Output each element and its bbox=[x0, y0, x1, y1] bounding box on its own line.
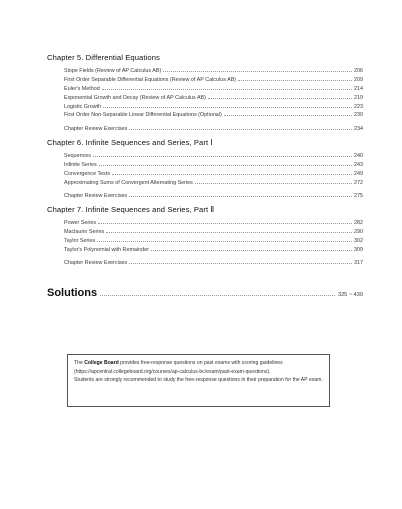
entry-label: Euler's Method bbox=[64, 85, 100, 92]
entry-page: 302 bbox=[354, 237, 363, 244]
toc-review-entry[interactable] bbox=[47, 192, 363, 201]
dot-leader bbox=[195, 179, 352, 184]
toc-entry[interactable] bbox=[47, 161, 363, 170]
dot-leader bbox=[238, 76, 352, 81]
dot-leader bbox=[103, 103, 352, 108]
dot-leader bbox=[129, 259, 352, 264]
entry-page: 234 bbox=[354, 125, 363, 132]
note-line-1 bbox=[74, 359, 323, 368]
dot-leader bbox=[102, 85, 352, 90]
solutions-entry[interactable] bbox=[47, 287, 363, 299]
entry-page: 223 bbox=[354, 103, 363, 110]
solutions-title: Solutions bbox=[47, 287, 98, 299]
entry-page: 282 bbox=[354, 220, 363, 226]
dot-leader bbox=[129, 125, 352, 130]
dot-leader bbox=[99, 161, 352, 166]
entry-label: Slope Fields (Review of AP Calculus AB) bbox=[64, 68, 162, 74]
entry-page: 290 bbox=[354, 228, 363, 235]
entry-page: 309 bbox=[354, 246, 363, 253]
entry-label: First Order Non-Separable Linear Differential Equations (Optional) bbox=[64, 112, 222, 119]
toc-entry[interactable] bbox=[47, 179, 363, 188]
entry-label: First Order Separable Differential Equations (Review of AP Calculus AB) bbox=[64, 76, 237, 83]
entry-label: Taylor Series bbox=[64, 237, 96, 244]
toc-entry[interactable] bbox=[47, 237, 363, 246]
entry-page: 209 bbox=[354, 76, 363, 83]
toc-entry[interactable] bbox=[47, 219, 363, 228]
entry-page: 317 bbox=[354, 260, 363, 267]
chapter-title: Chapter 6. Infinite Sequences and Series, Part Ⅰ bbox=[47, 138, 213, 147]
entry-page: 275 bbox=[354, 193, 363, 200]
toc-entry[interactable] bbox=[47, 170, 363, 179]
entry-label: Exponential Growth and Decay (Review of AP Calculus AB) bbox=[64, 94, 206, 101]
dot-leader bbox=[97, 237, 352, 242]
note-url[interactable]: (https://apcentral.collegeboard.org/courses/ap-calculus-bc/exam/past-exam-questions). bbox=[74, 368, 271, 375]
toc-entry[interactable] bbox=[47, 246, 363, 255]
toc-entry[interactable] bbox=[47, 152, 363, 161]
entry-label: Power Series bbox=[64, 220, 97, 226]
chapter-5-section bbox=[47, 53, 363, 134]
toc-entry[interactable] bbox=[47, 103, 363, 112]
entry-label: Chapter Review Exercises bbox=[64, 125, 128, 132]
entry-label: Infinite Series bbox=[64, 161, 97, 168]
entry-page: 272 bbox=[354, 179, 363, 186]
toc-review-entry[interactable] bbox=[47, 125, 363, 134]
solutions-pages: 325 ~ 430 bbox=[337, 292, 363, 298]
note-prefix: The bbox=[74, 360, 83, 366]
entry-page: 219 bbox=[354, 94, 363, 101]
toc-review-entry[interactable] bbox=[47, 259, 363, 268]
dot-leader bbox=[106, 228, 352, 233]
entry-label: Chapter Review Exercises bbox=[64, 193, 128, 200]
toc-entry[interactable] bbox=[47, 94, 363, 103]
entry-label: Sequences bbox=[64, 153, 91, 159]
chapter-title: Chapter 7. Infinite Sequences and Series, Part Ⅱ bbox=[47, 205, 215, 214]
entry-page: 240 bbox=[354, 153, 363, 159]
toc-entry[interactable] bbox=[47, 111, 363, 120]
entry-label: Taylor's Polynomial with Remainder bbox=[64, 246, 149, 253]
dot-leader bbox=[151, 246, 352, 251]
college-board-note-box bbox=[67, 354, 330, 407]
entry-label: Chapter Review Exercises bbox=[64, 260, 128, 267]
dot-leader bbox=[98, 219, 352, 224]
entry-label: Maclaurin Series bbox=[64, 228, 105, 235]
dot-leader bbox=[93, 152, 352, 157]
entry-page: 249 bbox=[354, 170, 363, 177]
chapter-7-section bbox=[47, 205, 363, 268]
dot-leader bbox=[100, 289, 335, 296]
chapter-title: Chapter 5. Differential Equations bbox=[47, 53, 160, 62]
dot-leader bbox=[208, 94, 352, 99]
dot-leader bbox=[163, 67, 352, 72]
toc-entry[interactable] bbox=[47, 76, 363, 85]
entry-label: Convergence Tests bbox=[64, 170, 111, 177]
chapter-6-section bbox=[47, 138, 363, 201]
note-recommendation: Students are strongly recommended to study the free-response questions in their preparation for the AP exam. bbox=[74, 377, 323, 384]
dot-leader bbox=[224, 111, 352, 116]
entry-page: 230 bbox=[354, 112, 363, 119]
entry-label: Logistic Growth bbox=[64, 103, 102, 110]
dot-leader bbox=[112, 170, 352, 175]
college-board-name: College Board bbox=[84, 360, 119, 366]
entry-page: 243 bbox=[354, 161, 363, 168]
note-line-1-rest: provides free-response questions on past exams with scoring guidelines bbox=[120, 360, 283, 366]
entry-label: Approximating Sums of Convergent Alternating Series bbox=[64, 179, 193, 186]
entry-page: 214 bbox=[354, 85, 363, 92]
entry-page: 206 bbox=[354, 68, 363, 74]
toc-entry[interactable] bbox=[47, 228, 363, 237]
toc-entry[interactable] bbox=[47, 85, 363, 94]
dot-leader bbox=[129, 192, 352, 197]
toc-entry[interactable] bbox=[47, 67, 363, 76]
